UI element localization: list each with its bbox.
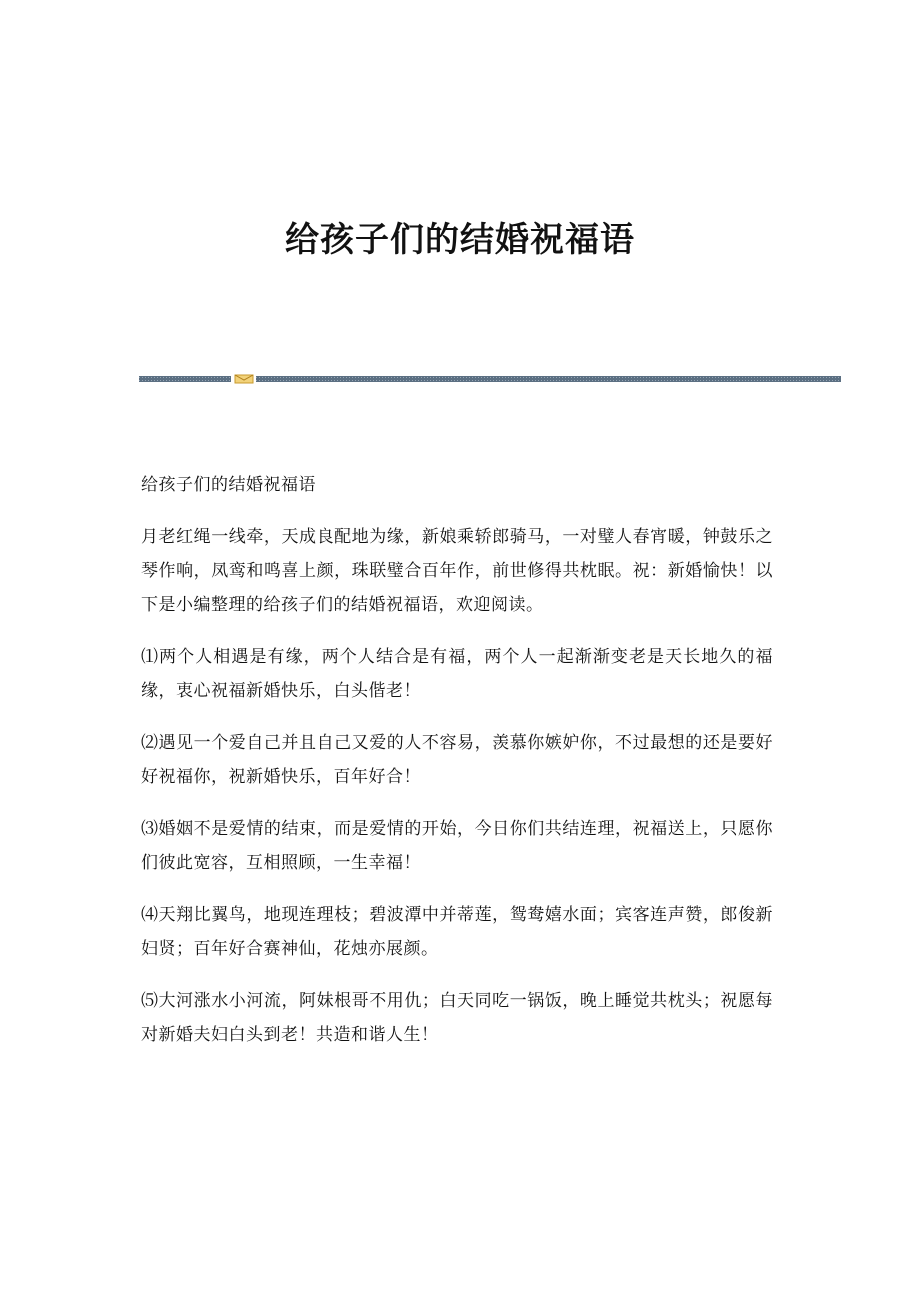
blessing-item: ⑶婚姻不是爱情的结束，而是爱情的开始，今日你们共结连理，祝福送上，只愿你们彼此宽容，互相照顾，一生幸福！ [141, 819, 773, 873]
title-divider [139, 374, 841, 384]
intro-paragraph: 月老红绳一线牵，天成良配地为缘，新娘乘轿郎骑马，一对璧人春宵暖，钟鼓乐之琴作响，凤鸾和鸣喜上颜，珠联璧合百年作，前世修得共枕眠。祝：新婚愉快！以下是小编整理的给孩子们的结婚祝福语，欢迎阅读。 [141, 527, 773, 615]
blessing-item: ⑷天翔比翼鸟，地现连理枝；碧波潭中并蒂莲，鸳鸯嬉水面；宾客连声赞，郎俊新妇贤；百年好合赛神仙，花烛亦展颜。 [141, 905, 773, 959]
blessing-item: ⑵遇见一个爱自己并且自己又爱的人不容易，羡慕你嫉妒你，不过最想的还是要好好祝福你，祝新婚快乐，百年好合！ [141, 733, 773, 787]
divider-ornament-icon [235, 375, 253, 383]
article-body [141, 468, 773, 1070]
article-subtitle: 给孩子们的结婚祝福语 [141, 475, 316, 495]
blessing-item: ⑸大河涨水小河流，阿妹根哥不用仇；白天同吃一锅饭，晚上睡觉共枕头；祝愿每对新婚夫妇白头到老！共造和谐人生！ [141, 991, 773, 1045]
page-title: 给孩子们的结婚祝福语 [285, 220, 635, 260]
blessing-item: ⑴两个人相遇是有缘，两个人结合是有福，两个人一起渐渐变老是天长地久的福缘，衷心祝福新婚快乐，白头偕老！ [141, 647, 773, 701]
